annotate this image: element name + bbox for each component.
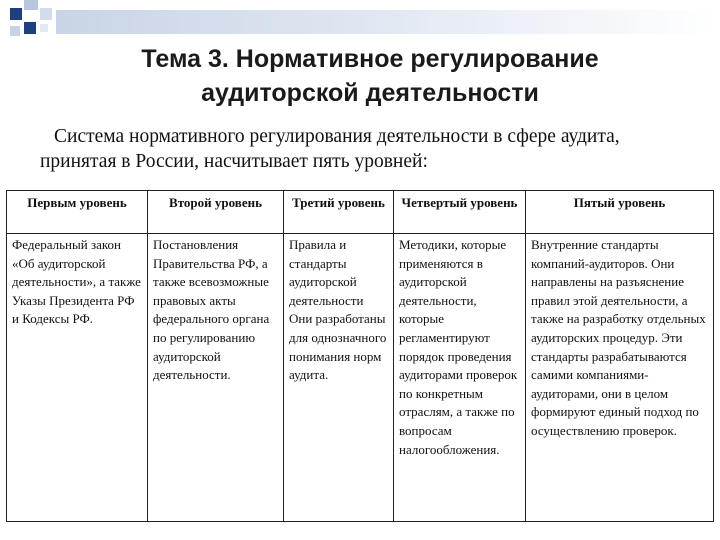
cell-level-3: Правила и стандарты аудиторской деятельности Они разработаны для однозначного понимания норм аудита. [284, 234, 394, 522]
decor-square [40, 8, 52, 20]
decor-square [10, 26, 20, 36]
table-row [7, 234, 714, 522]
slide-title: Тема 3. Нормативное регулирование аудиторской деятельности [141, 45, 599, 107]
regulation-levels-table [6, 190, 714, 522]
cell-level-1: Федеральный закон «Об аудиторской деятельности», а также Указы Президента РФ и Кодексы РФ. [7, 234, 148, 522]
header-level-5: Пятый уровень [526, 191, 714, 234]
table-header-row [7, 191, 714, 234]
decor-square [24, 0, 38, 10]
cell-level-5: Внутренние стандарты компаний-аудиторов. Они направлены на разъяснение правил этой деятельности, а также на разработку отдельных аудиторских процедур. Эти стандарты разрабатываются самими компаниями-аудиторами, они в целом формируют единый подход по осуществлению проверок. [526, 234, 714, 522]
cell-level-4: Методики, которые применяются в аудиторской деятельности, которые регламентируют порядок проведения аудиторами проверок по конкретным отраслям, а также по вопросам налогообложения. [394, 234, 526, 522]
corner-decoration [0, 0, 720, 44]
decor-strip [56, 10, 720, 34]
decor-square [24, 22, 36, 34]
header-level-1: Первым уровень [7, 191, 148, 234]
cell-level-2: Постановления Правительства РФ, а также всевозможные правовых акты федерального органа по регулированию аудиторской деятельности. [148, 234, 284, 522]
header-level-4: Четвертый уровень [394, 191, 526, 234]
decor-square [10, 8, 22, 20]
decor-square [40, 24, 48, 32]
header-level-2: Второй уровень [148, 191, 284, 234]
header-level-3: Третий уровень [284, 191, 394, 234]
intro-text: Система нормативного регулирования деятельности в сфере аудита, принятая в России, насчитывает пять уровней: [40, 126, 620, 172]
